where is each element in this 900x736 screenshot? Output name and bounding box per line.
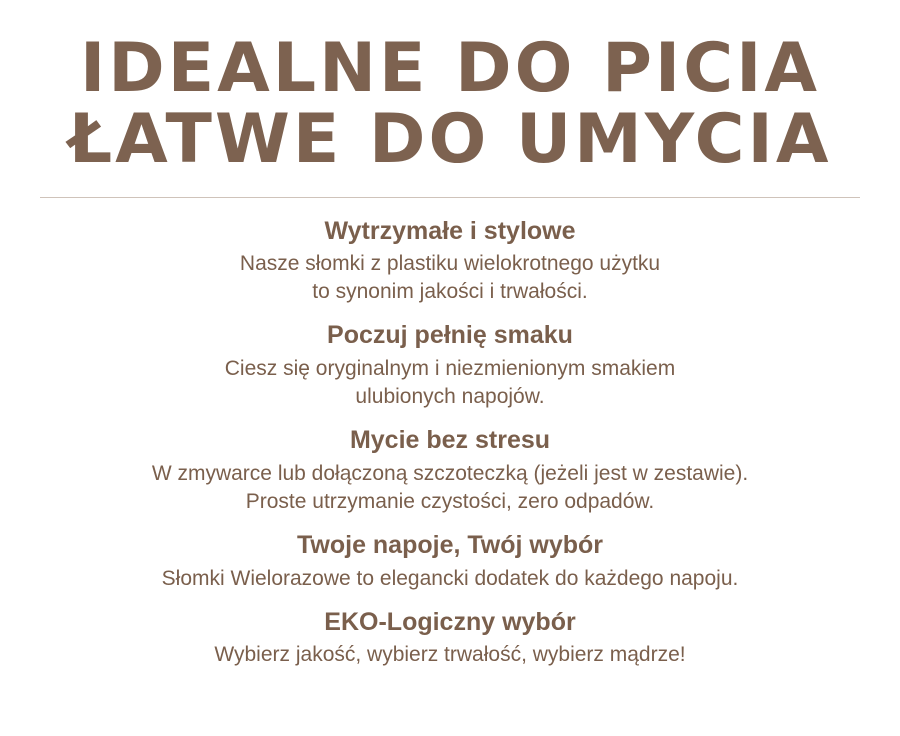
- feature-section: [0, 607, 900, 670]
- section-title: Poczuj pełnię smaku: [327, 321, 573, 350]
- section-body-line: Wybierz jakość, wybierz trwałość, wybierz mądrze!: [214, 643, 686, 667]
- feature-section: [0, 320, 900, 411]
- section-body: [0, 641, 900, 669]
- section-title: Wytrzymałe i stylowe: [324, 216, 576, 245]
- feature-section: [0, 216, 900, 307]
- section-title: EKO-Logiczny wybór: [324, 607, 576, 636]
- feature-section: [0, 530, 900, 593]
- feature-section: [0, 425, 900, 516]
- headline-line-1: IDEALNE DO PICIA: [79, 29, 821, 108]
- headline-block: [0, 0, 900, 180]
- section-body-line: Ciesz się oryginalnym i niezmienionym smakiem: [224, 356, 676, 380]
- section-title: Twoje napoje, Twój wybór: [296, 531, 604, 560]
- section-body: [0, 250, 900, 307]
- section-body-line: Nasze słomki z plastiku wielokrotnego użytku: [239, 251, 661, 275]
- section-body-line: to synonim jakości i trwałości.: [312, 280, 588, 304]
- section-body-line: Proste utrzymanie czystości, zero odpadów.: [245, 490, 655, 513]
- headline-line-2: ŁATWE DO UMYCIA: [68, 100, 832, 180]
- section-body-line: ulubionych napojów.: [355, 385, 545, 409]
- feature-sections: [0, 216, 900, 670]
- horizontal-divider: [40, 197, 860, 198]
- section-body: [0, 565, 900, 593]
- section-body: [0, 355, 900, 412]
- section-body-line: W zmywarce lub dołączoną szczoteczką (jeżeli jest w zestawie).: [151, 461, 749, 485]
- section-body-line: Słomki Wielorazowe to elegancki dodatek do każdego napoju.: [161, 566, 739, 590]
- section-title: Mycie bez stresu: [349, 426, 551, 455]
- section-body: [0, 460, 900, 517]
